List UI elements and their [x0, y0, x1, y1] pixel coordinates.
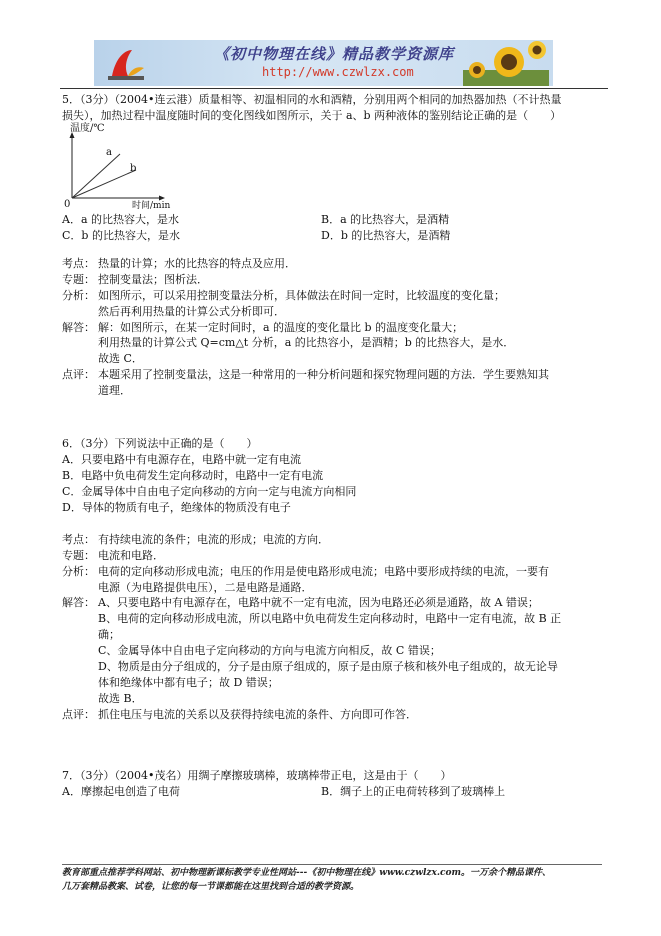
- q6-option-d[interactable]: D．导体的物质有电子，绝缘体的物质没有电子: [62, 500, 291, 514]
- q5-fenxi-line2: 然后再利用热量的计算公式分析即可．: [98, 304, 285, 318]
- q5-fenxi-line1: 如图所示，可以采用控制变量法分析，具体做法在时间一定时，比较温度的变化量；: [98, 288, 505, 302]
- label-fenxi: 分析：: [62, 288, 95, 302]
- site-title: 《初中物理在线》精品教学资源库: [214, 45, 455, 63]
- q5-kaodian-text: 热量的计算；水的比热容的特点及应用．: [98, 256, 296, 270]
- label-jieda: 解答：: [62, 320, 95, 334]
- site-logo-icon: [106, 46, 146, 82]
- graph-line-a-label: a: [106, 146, 112, 158]
- q5-dianping-line1: 本题采用了控制变量法，这是一种常用的一种分析问题和探究物理问题的方法．学生要熟知其: [98, 368, 549, 382]
- label-zhuanti: 专题：: [62, 548, 95, 562]
- q7-stem: 7．（3分）（2004•茂名）用绸子摩擦玻璃棒，玻璃棒带正电，这是由于（ ）: [62, 769, 452, 782]
- q7-option-b[interactable]: B．绸子上的正电荷转移到了玻璃棒上: [321, 784, 506, 798]
- q5-option-c[interactable]: C．b 的比热容大，是水: [62, 228, 180, 242]
- sunflower-icon: [463, 40, 549, 86]
- label-kaodian: 考点：: [62, 532, 95, 546]
- q5-kaodian: [62, 256, 590, 272]
- q5-dianping-line2: 道理．: [98, 384, 131, 398]
- q6-dianping: [62, 707, 590, 723]
- question-5: [62, 92, 590, 399]
- graph-xlabel: 时间/min: [132, 200, 171, 211]
- q6-jieda-line2: B、电荷的定向移动形成电流，所以电路中负电荷发生定向移动时，电路中一定有电流，故 B 正: [98, 612, 562, 626]
- graph-line-b-label: b: [130, 162, 137, 174]
- q5-jieda-line1: 解：如图所示，在某一定时间时，a 的温度的变化量比 b 的温度变化量大；: [98, 320, 464, 334]
- q6-stem: 6．（3分）下列说法中正确的是（ ）: [62, 437, 258, 450]
- q5-stem-line1: 5．（3分）（2004•连云港）质量相等、初温相同的水和酒精，分别用两个相同的加热器加热（不计热量: [62, 93, 562, 106]
- q6-kaodian: [62, 532, 590, 548]
- q5-option-d[interactable]: D．b 的比热容大，是酒精: [321, 228, 451, 242]
- q6-jieda-line7: 故选 B．: [98, 692, 143, 706]
- question-7: [62, 768, 590, 800]
- footer-line2: 几万套精品教案、试卷，让您的每一节课都能在这里找到合适的教学资源。: [62, 881, 360, 892]
- q5-temperature-graph: [62, 122, 172, 211]
- q6-dianping-line1: 抓住电压与电流的关系以及获得持续电流的条件、方向即可作答．: [98, 708, 417, 721]
- q6-kaodian-text: 有持续电流的条件；电流的形成；电流的方向．: [98, 532, 329, 546]
- q5-jieda-line2: 利用热量的计算公式 Q=cm△t 分析，a 的比热容小，是酒精；b 的比热容大，是水．: [98, 336, 515, 350]
- q5-jieda-line3: 故选 C．: [98, 352, 143, 366]
- q5-analysis: [62, 256, 590, 399]
- graph-ylabel: 温度/℃: [70, 122, 105, 134]
- q6-fenxi: [62, 564, 590, 596]
- label-jieda: 解答：: [62, 596, 95, 610]
- q5-option-a[interactable]: A．a 的比热容大，是水: [62, 212, 179, 226]
- q5-stem-line2: 损失），加热过程中温度随时间的变化图线如图所示，关于 a、b 两种液体的鉴别结论正确的是（ ）: [62, 108, 562, 122]
- header-rule: [60, 88, 608, 89]
- graph-svg: [62, 126, 172, 206]
- q5-zhuanti-text: 控制变量法；图析法．: [98, 272, 208, 286]
- q6-jieda-line4: C、金属导体中自由电子定向移动的方向与电流方向相反，故 C 错误；: [98, 644, 441, 658]
- page-footer: [62, 864, 602, 894]
- q5-options: [62, 212, 590, 244]
- site-url[interactable]: http://www.czwlzx.com: [262, 65, 414, 79]
- q5-zhuanti: [62, 272, 590, 288]
- label-dianping: 点评：: [62, 368, 95, 382]
- q5-jieda: [62, 320, 590, 368]
- footer-line1: 教育部重点推荐学科网站、初中物理新课标教学专业性网站---《初中物理在线》www.czwlzx.com。一万余个精品课件、: [62, 868, 552, 878]
- q6-option-b[interactable]: B．电路中负电荷发生定向移动时，电路中一定有电流: [62, 468, 324, 482]
- q6-jieda-line5: D、物质是由分子组成的，分子是由原子组成的，原子是由原子核和核外电子组成的，故无论导: [98, 660, 558, 674]
- q5-fenxi: [62, 288, 590, 320]
- graph-origin: 0: [64, 198, 71, 210]
- q6-zhuanti-text: 电流和电路．: [98, 548, 164, 562]
- q7-option-a[interactable]: A．摩擦起电创造了电荷: [62, 784, 180, 798]
- q7-options: [62, 784, 590, 800]
- question-6: [62, 436, 590, 723]
- q6-option-c[interactable]: C．金属导体中自由电子定向移动的方向一定与电流方向相同: [62, 484, 357, 498]
- label-kaodian: 考点：: [62, 256, 95, 270]
- q6-jieda-line3: 确；: [98, 628, 120, 642]
- q6-option-a[interactable]: A．只要电路中有电源存在，电路中就一定有电流: [62, 452, 301, 466]
- line-a: [72, 154, 120, 198]
- q5-option-b[interactable]: B．a 的比热容大，是酒精: [321, 212, 450, 226]
- q6-analysis: [62, 532, 590, 723]
- label-dianping: 点评：: [62, 708, 95, 721]
- q6-fenxi-line1: 电荷的定向移动形成电流；电压的作用是使电路形成电流；电路中要形成持续的电流，一要有: [98, 564, 549, 578]
- header-banner: [94, 40, 553, 86]
- q6-fenxi-line2: 电源（为电路提供电压），二是电路是通路．: [98, 580, 313, 594]
- label-zhuanti: 专题：: [62, 272, 95, 286]
- line-b: [72, 170, 136, 198]
- q6-zhuanti: [62, 548, 590, 564]
- q6-jieda-line1: A、只要电路中有电源存在，电路中就不一定有电流，因为电路还必须是通路，故 A 错误；: [98, 596, 539, 610]
- q5-dianping: [62, 367, 590, 399]
- label-fenxi: 分析：: [62, 564, 95, 578]
- q6-jieda: [62, 595, 590, 707]
- q6-jieda-line6: 体和绝缘体中都有电子；故 D 错误；: [98, 676, 279, 690]
